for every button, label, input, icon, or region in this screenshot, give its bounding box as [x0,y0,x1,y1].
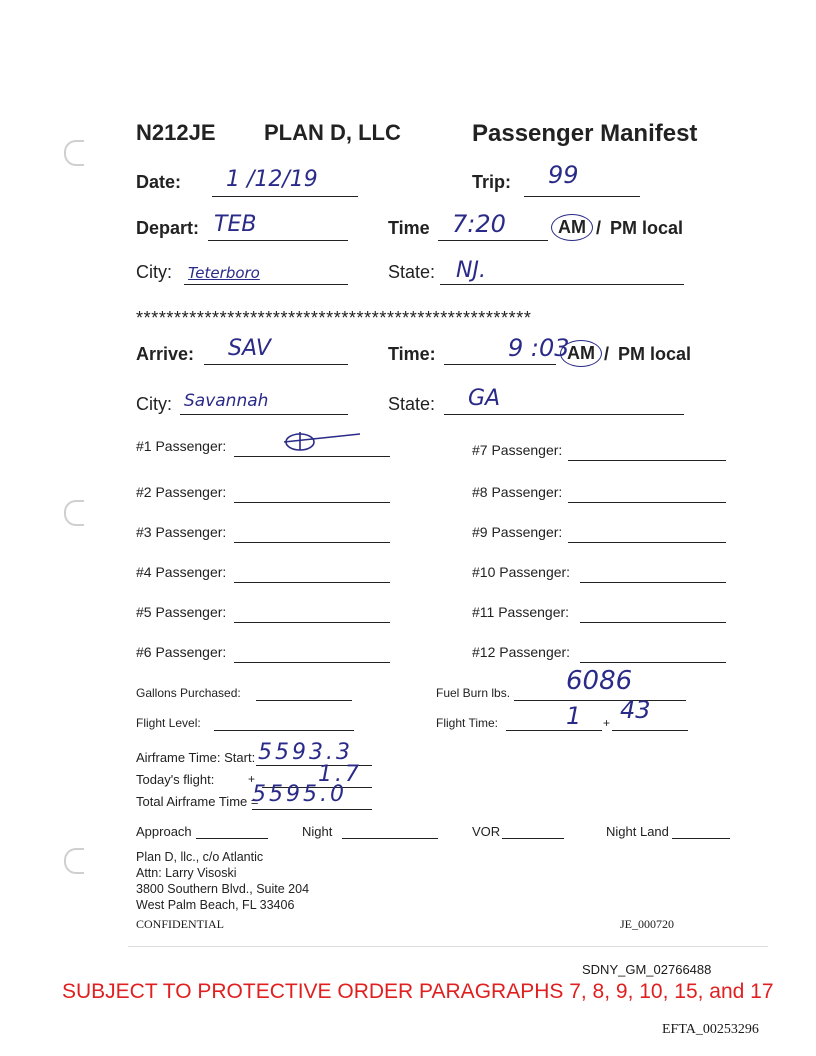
passenger-1-line [234,456,390,457]
address-line-1: Plan D, llc., c/o Atlantic [136,850,264,864]
flight-time-hours-line [506,730,602,731]
trip-line [524,196,640,197]
passenger-4-line [234,582,390,583]
night-line [342,838,438,839]
arrive-time-value: 9 :03 [508,334,570,362]
passenger-8-label: #8 Passenger: [472,484,563,500]
passenger-7-label: #7 Passenger: [472,442,563,458]
gallons-purchased-label: Gallons Purchased: [136,686,241,700]
company-name: PLAN D, LLC [264,120,401,145]
punch-hole-top [64,140,84,166]
airframe-start-label: Airframe Time: Start: [136,750,256,765]
passenger-2-line [234,502,390,503]
depart-time-label: Time [388,218,430,238]
protective-order-notice: SUBJECT TO PROTECTIVE ORDER PARAGRAPHS 7, 8, 9, 10, 15, and 17 [62,980,774,1003]
passenger-2-label: #2 Passenger: [136,484,227,500]
flight-level-label: Flight Level: [136,716,201,730]
bates-number: JE_000720 [620,917,674,931]
gallons-purchased-line [256,700,352,701]
sdny-number: SDNY_GM_02766488 [582,962,712,977]
passenger-6-label: #6 Passenger: [136,644,227,660]
date-value: 1 /12/19 [226,167,318,192]
arrive-city-value: Savannah [184,391,269,411]
address-line-3: 3800 Southern Blvd., Suite 204 [136,882,310,896]
arrive-line [204,364,348,365]
arrive-state-line [444,414,684,415]
address-line-2: Attn: Larry Visoski [136,866,237,880]
arrive-pm-local: PM local [618,344,692,364]
passenger-10-label: #10 Passenger: [472,564,571,580]
punch-hole-middle [64,500,84,526]
flight-time-minutes: 43 [620,696,651,724]
depart-value: TEB [214,212,257,237]
passenger-4-label: #4 Passenger: [136,564,227,580]
arrive-value: SAV [228,336,271,361]
depart-city-label: City: [136,262,172,282]
arrive-time-label: Time: [388,344,436,364]
tail-number: N212JE [136,120,216,145]
flight-time-minutes-line [612,730,688,731]
depart-time-line [438,240,548,241]
passenger-9-label: #9 Passenger: [472,524,563,540]
passenger-1-handwritten-mark [280,426,364,454]
depart-label: Depart: [136,218,200,238]
passenger-7-line [568,460,726,461]
address-line-4: West Palm Beach, FL 33406 [136,898,295,912]
fuel-burn-value: 6086 [566,666,633,696]
flight-time-plus: + [603,716,611,730]
passenger-1-label: #1 Passenger: [136,438,227,454]
depart-am-circled: AM [551,214,593,241]
trip-label: Trip: [472,172,511,192]
depart-am-pm-separator: / [596,218,602,238]
page-bottom-edge [128,946,768,947]
depart-pm-local: PM local [610,218,684,238]
passenger-12-line [580,662,726,663]
arrive-state-value: GA [468,386,501,411]
depart-state-value: NJ. [456,258,486,283]
passenger-3-label: #3 Passenger: [136,524,227,540]
date-label: Date: [136,172,182,192]
depart-time-value: 7:20 [452,210,506,238]
depart-state-line [440,284,684,285]
fuel-burn-label: Fuel Burn lbs. [436,686,511,700]
arrive-am-pm-separator: / [604,344,610,364]
vor-label: VOR [472,824,501,839]
passenger-11-label: #11 Passenger: [472,604,570,620]
airframe-start-value: 5593.3 [258,740,353,765]
flight-time-hours: 1 [566,702,582,730]
date-line [212,196,358,197]
vor-line [502,838,564,839]
approach-label: Approach [136,824,192,839]
confidential-stamp: CONFIDENTIAL [136,917,224,931]
passenger-5-label: #5 Passenger: [136,604,227,620]
depart-line [208,240,348,241]
night-land-line [672,838,730,839]
fuel-burn-line [514,700,686,701]
total-airframe-line [252,809,372,810]
arrive-city-line [180,414,348,415]
passenger-12-label: #12 Passenger: [472,644,571,660]
arrive-state-label: State: [388,394,436,414]
passenger-8-line [568,502,726,503]
passenger-10-line [580,582,726,583]
asterisk-separator: **************************************************** [136,308,532,328]
arrive-am-circled: AM [560,340,602,367]
todays-flight-label: Today's flight: [136,772,215,787]
passenger-11-line [580,622,726,623]
punch-hole-bottom [64,848,84,874]
trip-value: 99 [548,161,579,189]
total-airframe-value: 5595.0 [252,782,347,807]
depart-state-label: State: [388,262,436,282]
passenger-9-line [568,542,726,543]
efta-number: EFTA_00253296 [662,1022,759,1037]
night-land-label: Night Land [606,824,669,839]
flight-level-line [214,730,354,731]
approach-line [196,838,268,839]
arrive-city-label: City: [136,394,172,414]
passenger-3-line [234,542,390,543]
depart-city-value: Teterboro [188,264,260,282]
flight-time-label: Flight Time: [436,716,499,730]
depart-city-line [184,284,348,285]
passenger-6-line [234,662,390,663]
arrive-time-line [444,364,556,365]
arrive-label: Arrive: [136,344,195,364]
todays-flight-value: 1.7 [318,762,362,787]
form-title: Passenger Manifest [472,120,698,147]
night-label: Night [302,824,333,839]
total-airframe-label: Total Airframe Time = [136,794,259,809]
todays-flight-plus: + [248,772,256,786]
passenger-5-line [234,622,390,623]
